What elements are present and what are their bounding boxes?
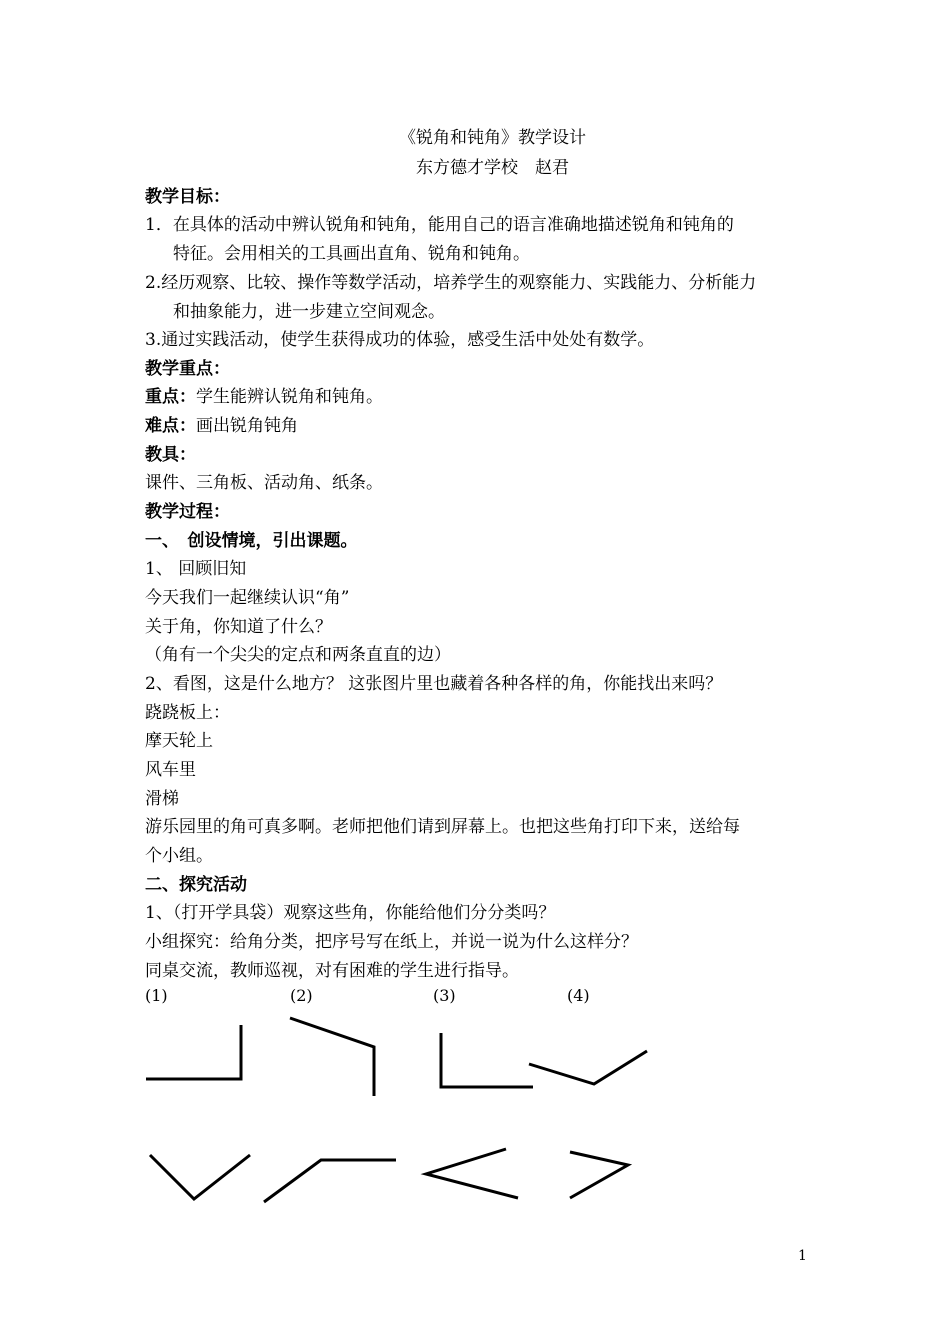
obtuse-angle-figure bbox=[290, 1018, 374, 1096]
focus-label: 重点： bbox=[145, 387, 196, 407]
section-2-line: 小组探究：给角分类，把序号写在纸上，并说一说为什么这样分？ bbox=[145, 932, 638, 952]
section-1-line: 滑梯 bbox=[145, 789, 179, 809]
objective-3: 3.通过实践活动，使学生获得成功的体验，感受生活中处处有数学。 bbox=[145, 330, 655, 350]
section-1-line: 关于角，你知道了什么？ bbox=[145, 617, 332, 637]
acute-angle-figure bbox=[570, 1152, 628, 1198]
figure-label-4: (4) bbox=[567, 986, 590, 1005]
section-1-line: 个小组。 bbox=[145, 846, 213, 866]
difficulty-text: 画出锐角钝角 bbox=[196, 416, 298, 436]
objective-1-line-2: 特征。会用相关的工具画出直角、锐角和钝角。 bbox=[173, 244, 530, 264]
acute-angle-figure bbox=[426, 1149, 518, 1198]
figure-label-3: (3) bbox=[433, 986, 456, 1005]
section-2-title: 二、探究活动 bbox=[145, 875, 247, 895]
section-1-line: 1、 回顾旧知 bbox=[145, 559, 247, 579]
section-2-line: 1、（打开学具袋）观察这些角，你能给他们分分类吗？ bbox=[145, 903, 556, 923]
difficulty-label: 难点： bbox=[145, 416, 196, 436]
obtuse-angle-figure bbox=[529, 1051, 647, 1084]
figure-label-1: (1) bbox=[145, 986, 168, 1005]
section-1-line: 今天我们一起继续认识“角” bbox=[145, 588, 350, 608]
tools-heading: 教具： bbox=[145, 445, 196, 465]
key-points-heading: 教学重点： bbox=[145, 359, 230, 379]
obtuse-angle-figure bbox=[264, 1160, 396, 1202]
tools-text: 课件、三角板、活动角、纸条。 bbox=[145, 473, 383, 493]
section-1-line: 游乐园里的角可真多啊。老师把他们请到屏幕上。也把这些角打印下来，送给每 bbox=[145, 817, 740, 837]
document-title: 《锐角和钝角》教学设计 bbox=[399, 128, 586, 148]
section-1-title: 一、 创设情境，引出课题。 bbox=[145, 531, 358, 551]
objective-1-line-1: 1．在具体的活动中辨认锐角和钝角，能用自己的语言准确地描述锐角和钝角的 bbox=[145, 215, 734, 235]
section-1-line: 风车里 bbox=[145, 760, 196, 780]
objective-2-line-1: 2.经历观察、比较、操作等数学活动，培养学生的观察能力、实践能力、分析能力 bbox=[145, 273, 757, 293]
objectives-heading: 教学目标： bbox=[145, 187, 230, 207]
page-number: 1 bbox=[798, 1248, 807, 1264]
author-line: 东方德才学校 赵君 bbox=[416, 158, 569, 178]
process-heading: 教学过程： bbox=[145, 502, 230, 522]
section-2-line: 同桌交流，教师巡视，对有困难的学生进行指导。 bbox=[145, 961, 519, 981]
objective-2-line-2: 和抽象能力，进一步建立空间观念。 bbox=[173, 302, 445, 322]
focus-text: 学生能辨认锐角和钝角。 bbox=[196, 387, 383, 407]
right-angle-figure bbox=[150, 1155, 250, 1199]
figure-label-2: (2) bbox=[290, 986, 313, 1005]
section-1-line: 2、看图，这是什么地方？ 这张图片里也藏着各种各样的角，你能找出来吗？ bbox=[145, 674, 723, 694]
section-1-line: （角有一个尖尖的定点和两条直直的边） bbox=[145, 645, 451, 665]
right-angle-figure bbox=[146, 1025, 241, 1079]
right-angle-figure bbox=[441, 1033, 533, 1087]
section-1-line: 跷跷板上： bbox=[145, 703, 230, 723]
section-1-line: 摩天轮上 bbox=[145, 731, 213, 751]
